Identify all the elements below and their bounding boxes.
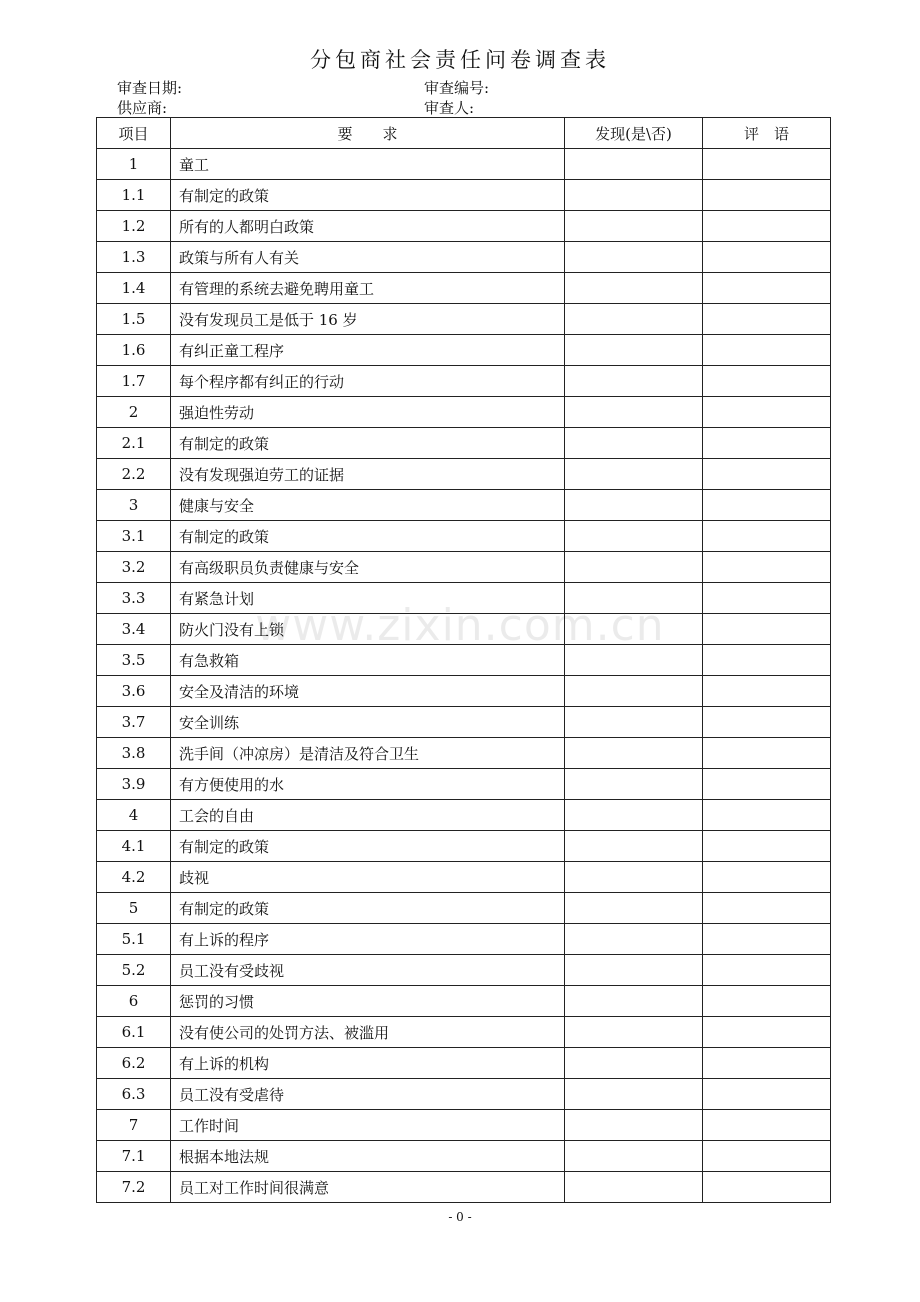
row-comment-cell[interactable] [703, 428, 831, 459]
row-comment-cell[interactable] [703, 1017, 831, 1048]
row-comment-cell[interactable] [703, 521, 831, 552]
row-item-number: 3.7 [97, 707, 171, 738]
table-row [97, 490, 831, 521]
row-requirement: 有制定的政策 [171, 521, 565, 552]
row-item-number: 1.6 [97, 335, 171, 366]
header-requirement: 要 求 [171, 118, 565, 149]
row-comment-cell[interactable] [703, 1079, 831, 1110]
row-item-number: 4.2 [97, 862, 171, 893]
table-row [97, 521, 831, 552]
document-title: 分包商社会责任问卷调查表 [310, 48, 610, 72]
row-item-number: 6.3 [97, 1079, 171, 1110]
row-requirement: 有紧急计划 [171, 583, 565, 614]
row-item-number: 3.1 [97, 521, 171, 552]
page-number: - 0 - [448, 1210, 472, 1224]
row-finding-cell[interactable] [565, 273, 703, 304]
row-comment-cell[interactable] [703, 397, 831, 428]
table-row [97, 149, 831, 180]
table-row [97, 397, 831, 428]
row-item-number: 4 [97, 800, 171, 831]
row-item-number: 1.3 [97, 242, 171, 273]
row-comment-cell[interactable] [703, 1172, 831, 1203]
row-comment-cell[interactable] [703, 459, 831, 490]
row-item-number: 3.2 [97, 552, 171, 583]
row-item-number: 2.2 [97, 459, 171, 490]
table-row [97, 1172, 831, 1203]
row-requirement: 根据本地法规 [171, 1141, 565, 1172]
audit-date-label: 审查日期: [117, 79, 183, 97]
row-requirement: 有高级职员负责健康与安全 [171, 552, 565, 583]
row-item-number: 1.2 [97, 211, 171, 242]
row-finding-cell[interactable] [565, 180, 703, 211]
header-comment: 评 语 [703, 118, 831, 149]
row-finding-cell[interactable] [565, 428, 703, 459]
row-finding-cell[interactable] [565, 738, 703, 769]
row-requirement: 有上诉的程序 [171, 924, 565, 955]
row-item-number: 7.2 [97, 1172, 171, 1203]
row-item-number: 6.2 [97, 1048, 171, 1079]
row-finding-cell[interactable] [565, 304, 703, 335]
row-finding-cell[interactable] [565, 1110, 703, 1141]
row-requirement: 有纠正童工程序 [171, 335, 565, 366]
row-requirement: 有管理的系统去避免聘用童工 [171, 273, 565, 304]
row-requirement: 有方便使用的水 [171, 769, 565, 800]
row-comment-cell[interactable] [703, 676, 831, 707]
row-requirement: 员工没有受虐待 [171, 1079, 565, 1110]
table-row [97, 1141, 831, 1172]
survey-table [96, 117, 831, 1203]
table-row [97, 955, 831, 986]
row-item-number: 3.8 [97, 738, 171, 769]
table-row [97, 242, 831, 273]
row-finding-cell[interactable] [565, 986, 703, 1017]
row-comment-cell[interactable] [703, 862, 831, 893]
row-comment-cell[interactable] [703, 552, 831, 583]
table-row [97, 862, 831, 893]
row-comment-cell[interactable] [703, 831, 831, 862]
row-requirement: 有制定的政策 [171, 893, 565, 924]
row-finding-cell[interactable] [565, 149, 703, 180]
row-comment-cell[interactable] [703, 707, 831, 738]
row-item-number: 1.7 [97, 366, 171, 397]
auditor-label: 审查人: [424, 99, 475, 117]
row-requirement: 没有发现强迫劳工的证据 [171, 459, 565, 490]
table-row [97, 273, 831, 304]
row-item-number: 1.1 [97, 180, 171, 211]
row-item-number: 5.2 [97, 955, 171, 986]
table-row [97, 459, 831, 490]
row-comment-cell[interactable] [703, 149, 831, 180]
row-item-number: 6.1 [97, 1017, 171, 1048]
table-row [97, 211, 831, 242]
row-comment-cell[interactable] [703, 273, 831, 304]
watermark: www.zixin.com.cn [255, 600, 665, 651]
row-finding-cell[interactable] [565, 552, 703, 583]
row-finding-cell[interactable] [565, 335, 703, 366]
survey-table-body [97, 149, 831, 1203]
table-row [97, 676, 831, 707]
table-row [97, 893, 831, 924]
row-requirement: 有上诉的机构 [171, 1048, 565, 1079]
row-comment-cell[interactable] [703, 1110, 831, 1141]
row-requirement: 洗手间（冲凉房）是清洁及符合卫生 [171, 738, 565, 769]
table-row [97, 335, 831, 366]
row-finding-cell[interactable] [565, 242, 703, 273]
table-row [97, 769, 831, 800]
audit-number-label: 审查编号: [424, 79, 490, 97]
table-row [97, 1079, 831, 1110]
row-comment-cell[interactable] [703, 366, 831, 397]
row-finding-cell[interactable] [565, 1048, 703, 1079]
table-row [97, 1017, 831, 1048]
row-item-number: 4.1 [97, 831, 171, 862]
row-comment-cell[interactable] [703, 211, 831, 242]
row-requirement: 所有的人都明白政策 [171, 211, 565, 242]
row-comment-cell[interactable] [703, 769, 831, 800]
row-item-number: 3.3 [97, 583, 171, 614]
row-finding-cell[interactable] [565, 459, 703, 490]
row-finding-cell[interactable] [565, 1141, 703, 1172]
row-requirement: 歧视 [171, 862, 565, 893]
table-row [97, 366, 831, 397]
row-item-number: 3.4 [97, 614, 171, 645]
row-comment-cell[interactable] [703, 738, 831, 769]
row-finding-cell[interactable] [565, 490, 703, 521]
row-finding-cell[interactable] [565, 769, 703, 800]
table-row [97, 1110, 831, 1141]
row-item-number: 7 [97, 1110, 171, 1141]
table-row [97, 180, 831, 211]
row-finding-cell[interactable] [565, 893, 703, 924]
supplier-label: 供应商: [117, 99, 168, 117]
table-row [97, 552, 831, 583]
row-requirement: 员工没有受歧视 [171, 955, 565, 986]
row-requirement: 安全及清洁的环境 [171, 676, 565, 707]
row-requirement: 安全训练 [171, 707, 565, 738]
row-comment-cell[interactable] [703, 304, 831, 335]
table-row [97, 707, 831, 738]
row-item-number: 5 [97, 893, 171, 924]
row-requirement: 健康与安全 [171, 490, 565, 521]
row-requirement: 有制定的政策 [171, 428, 565, 459]
row-item-number: 3.9 [97, 769, 171, 800]
table-row [97, 800, 831, 831]
row-finding-cell[interactable] [565, 211, 703, 242]
row-finding-cell[interactable] [565, 831, 703, 862]
row-finding-cell[interactable] [565, 1172, 703, 1203]
row-finding-cell[interactable] [565, 707, 703, 738]
row-requirement: 有急救箱 [171, 645, 565, 676]
table-row [97, 986, 831, 1017]
row-item-number: 7.1 [97, 1141, 171, 1172]
table-row [97, 1048, 831, 1079]
row-finding-cell[interactable] [565, 366, 703, 397]
row-requirement: 政策与所有人有关 [171, 242, 565, 273]
row-item-number: 5.1 [97, 924, 171, 955]
row-finding-cell[interactable] [565, 924, 703, 955]
row-comment-cell[interactable] [703, 490, 831, 521]
row-finding-cell[interactable] [565, 862, 703, 893]
row-comment-cell[interactable] [703, 1048, 831, 1079]
table-row [97, 304, 831, 335]
row-comment-cell[interactable] [703, 800, 831, 831]
row-finding-cell[interactable] [565, 800, 703, 831]
row-requirement: 每个程序都有纠正的行动 [171, 366, 565, 397]
row-item-number: 3.5 [97, 645, 171, 676]
table-row [97, 738, 831, 769]
row-comment-cell[interactable] [703, 986, 831, 1017]
table-row [97, 428, 831, 459]
table-row [97, 924, 831, 955]
row-item-number: 3.6 [97, 676, 171, 707]
row-item-number: 2 [97, 397, 171, 428]
row-comment-cell[interactable] [703, 180, 831, 211]
row-requirement: 惩罚的习惯 [171, 986, 565, 1017]
header-finding: 发现(是\否) [565, 118, 703, 149]
row-item-number: 1.5 [97, 304, 171, 335]
row-finding-cell[interactable] [565, 676, 703, 707]
row-requirement: 没有使公司的处罚方法、被滥用 [171, 1017, 565, 1048]
row-comment-cell[interactable] [703, 335, 831, 366]
row-requirement: 工作时间 [171, 1110, 565, 1141]
row-finding-cell[interactable] [565, 521, 703, 552]
row-item-number: 1 [97, 149, 171, 180]
row-comment-cell[interactable] [703, 924, 831, 955]
table-row [97, 831, 831, 862]
row-requirement: 童工 [171, 149, 565, 180]
row-finding-cell[interactable] [565, 397, 703, 428]
table-header-row [97, 118, 831, 149]
row-item-number: 2.1 [97, 428, 171, 459]
row-comment-cell[interactable] [703, 955, 831, 986]
row-item-number: 6 [97, 986, 171, 1017]
row-item-number: 3 [97, 490, 171, 521]
row-requirement: 没有发现员工是低于 16 岁 [171, 304, 565, 335]
row-comment-cell[interactable] [703, 893, 831, 924]
row-requirement: 强迫性劳动 [171, 397, 565, 428]
row-finding-cell[interactable] [565, 955, 703, 986]
row-requirement: 员工对工作时间很满意 [171, 1172, 565, 1203]
row-finding-cell[interactable] [565, 1079, 703, 1110]
row-comment-cell[interactable] [703, 242, 831, 273]
row-requirement: 工会的自由 [171, 800, 565, 831]
row-item-number: 1.4 [97, 273, 171, 304]
row-requirement: 防火门没有上锁 [171, 614, 565, 645]
row-finding-cell[interactable] [565, 1017, 703, 1048]
row-comment-cell[interactable] [703, 1141, 831, 1172]
header-item: 项目 [97, 118, 171, 149]
row-requirement: 有制定的政策 [171, 180, 565, 211]
row-requirement: 有制定的政策 [171, 831, 565, 862]
